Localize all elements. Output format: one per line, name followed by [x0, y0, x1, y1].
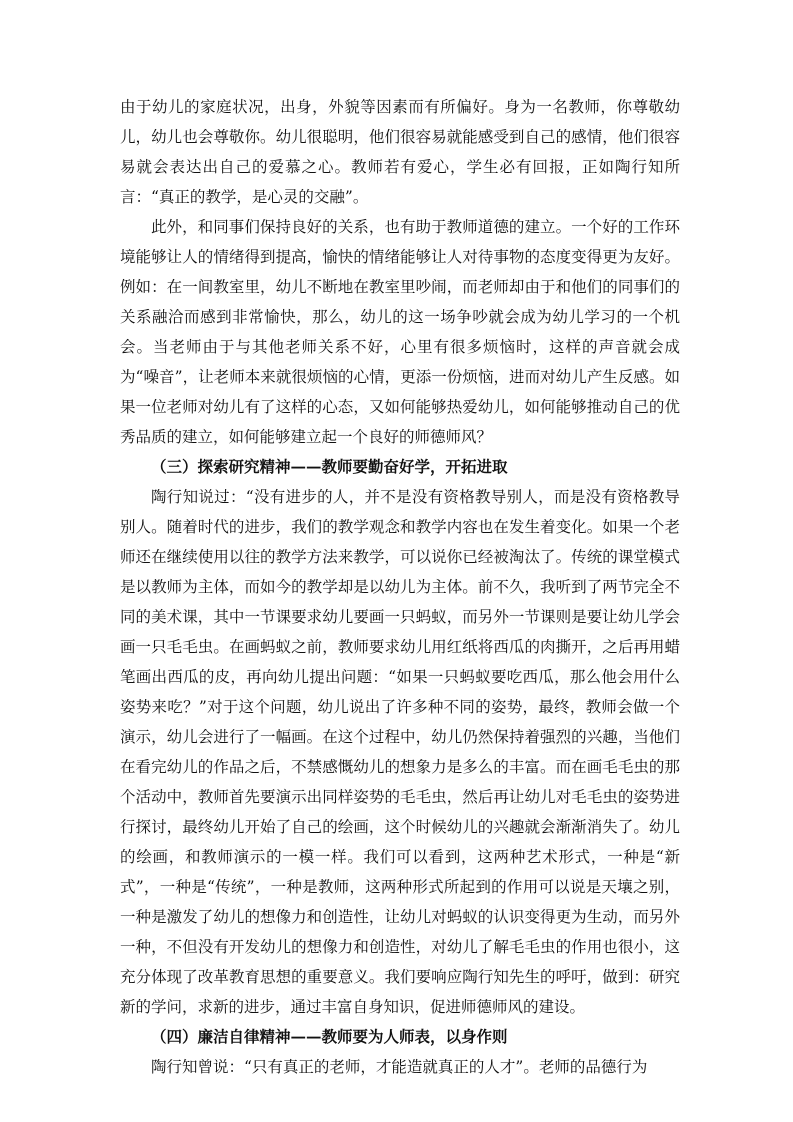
section-heading-research-spirit: （三）探索研究精神——教师要勤奋好学，开拓进取	[151, 457, 508, 476]
paragraph-colleague-relations: 此外，和同事们保持良好的关系，也有助于教师道德的建立。一个好的工作环境能够让人的情绪得到提高，愉快的情绪能够让人对待事物的态度变得更为友好。例如：在一间教室里，幼儿不断地在教室里吵闹，而老师却由于和他们的同事们的关系融洽而感到非常愉快，那么，幼儿的这一场争吵就会成为幼儿学习的一个机会。当老师由于与其他老师关系不好，心里有很多烦恼时，这样的声音就会成为“噪音”，让老师本来就很烦恼的心情，更添一份烦恼，进而对幼儿产生反感。如果一位老师对幼儿有了这样的心态，又如何能够热爱幼儿，如何能够推动自己的优秀品质的建立，如何能够建立起一个良好的师德师风？	[120, 218, 680, 446]
paragraph-research-spirit: 陶行知说过：“没有进步的人，并不是没有资格教导别人，而是没有资格教导别人。随着时代的进步，我们的教学观念和教学内容也在发生着变化。如果一个老师还在继续使用以往的教学方法来教学，可以说你已经被淘汰了。传统的课堂模式是以教师为主体，而如今的教学却是以幼儿为主体。前不久，我听到了两节完全不同的美术课，其中一节课要求幼儿要画一只蚂蚁，而另外一节课则是要让幼儿学会画一只毛毛虫。在画蚂蚁之前，教师要求幼儿用红纸将西瓜的肉撕开，之后再用蜡笔画出西瓜的皮，再向幼儿提出问题：“如果一只蚂蚁要吃西瓜，那么他会用什么姿势来吃？”对于这个问题，幼儿说出了许多种不同的姿势，最终，教师会做一个演示，幼儿会进行了一幅画。在这个过程中，幼儿仍然保持着强烈的兴趣，当他们在看完幼儿的作品之后，不禁感慨幼儿的想象力是多么的丰富。而在画毛毛虫的那个活动中，教师首先要演示出同样姿势的毛毛虫，然后再让幼儿对毛毛虫的姿势进行探讨，最终幼儿开始了自己的绘画，这个时候幼儿的兴趣就会渐渐消失了。幼儿的绘画，和教师演示的一模一样。我们可以看到，这两种艺术形式，一种是“新式”，一种是“传统”，一种是教师，这两种形式所起到的作用可以说是天壤之别，一种是激发了幼儿的想像力和创造性，让幼儿对蚂蚁的认识变得更为生动，而另外一种，不但没有开发幼儿的想像力和创造性，对幼儿了解毛毛虫的作用也很小，这充分体现了改革教育思想的重要意义。我们要响应陶行知先生的呼吁，做到：研究新的学问，求新的进步，通过丰富自身知识，促进师德师风的建设。	[120, 488, 680, 1016]
paragraph-continuation: 由于幼儿的家庭状况，出身，外貌等因素而有所偏好。身为一名教师，你尊敬幼儿，幼儿也会尊敬你。幼儿很聪明，他们很容易就能感受到自己的感情，他们很容易就会表达出自己的爱慕之心。教师若有爱心，学生必有回报，正如陶行知所言：“真正的教学，是心灵的交融”。	[120, 98, 680, 206]
document-body	[120, 92, 680, 1082]
section-heading-self-discipline: （四）廉洁自律精神——教师要为人师表，以身作则	[151, 1027, 508, 1046]
paragraph-self-discipline: 陶行知曾说：“只有真正的老师，才能造就真正的人才”。老师的品德行为	[151, 1058, 648, 1076]
